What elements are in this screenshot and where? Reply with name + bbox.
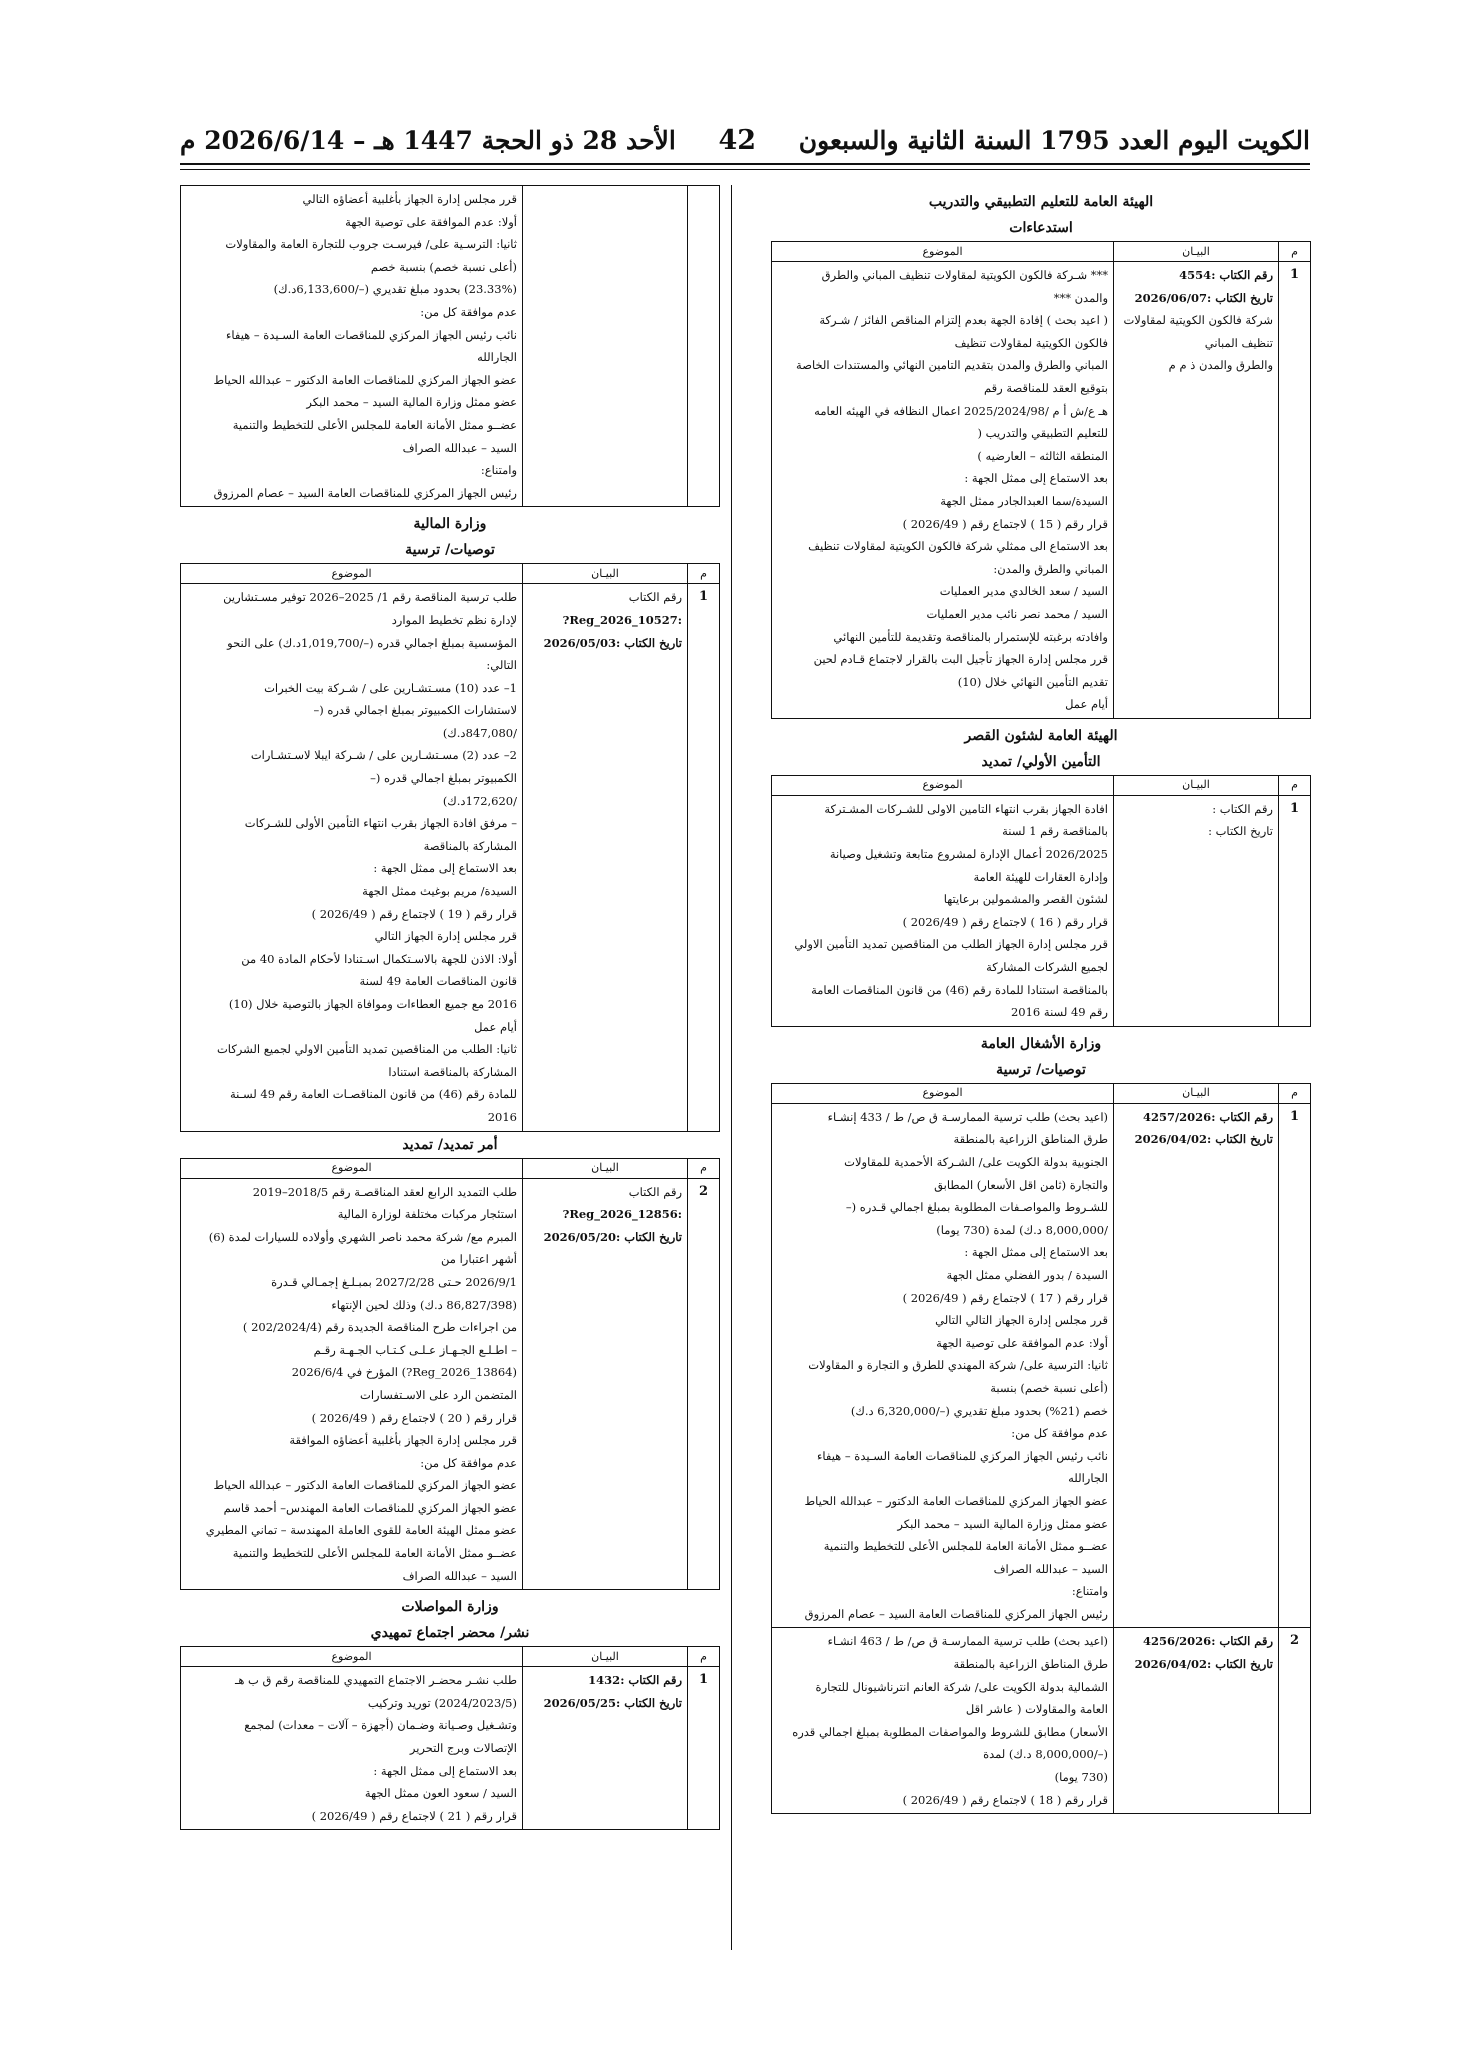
page-number: 42: [718, 124, 757, 156]
bayan-line: تاريخ الكتاب :2026/05/25: [543, 1695, 682, 1710]
subject-line: أولا: عدم الموافقة على توصية الجهة: [345, 214, 517, 229]
subject-line: رئيس الجهاز المركزي للمناقصات العامة السيد – عصام المرزوق: [804, 1606, 1108, 1621]
section-agency: وزارة الأشغال العامة: [980, 1035, 1102, 1052]
subject-line: عضو ممثل وزارة المالية السيد – محمد البكر: [306, 395, 517, 410]
subject-line: عضو ممثل وزارة المالية السيد – محمد البكر: [897, 1516, 1108, 1531]
subject-line: /8,000,000 د.ك) لمدة (730 يوما): [936, 1222, 1108, 1237]
subject-line: قرار رقم ( 15 ) لاجتماع رقم ( 2026/49 ): [902, 516, 1108, 531]
col-header-mawdu: الموضوع: [181, 564, 523, 584]
subject-line: للتعليم التطبيقي والتدريب (: [977, 426, 1108, 441]
col-header-mawdu: الموضوع: [181, 1647, 523, 1667]
subject-line: خصم (21%) بحدود مبلغ تقديري (–/6,320,000 د.ك): [850, 1403, 1108, 1418]
bayan-line: تاريخ الكتاب :2026/05/20: [543, 1229, 682, 1244]
section-agency: وزارة المالية: [413, 516, 487, 533]
cell-mawdu: [181, 186, 523, 507]
subject-line: الأسعار) مطابق للشروط والمواصفات المطلوبة بمبلغ اجمالي قدره: [792, 1724, 1108, 1739]
bayan-line: رقم الكتاب: [628, 1184, 682, 1199]
subject-line: قرر مجلس إدارة الجهاز بأغلبية أعضاؤه التالي: [302, 192, 517, 206]
cell-mawdu: [181, 1667, 523, 1830]
subject-line: المتضمن الرد على الاسـتفسارات: [360, 1387, 517, 1402]
cell-mawdu: [772, 1628, 1114, 1814]
decisions-table: [771, 775, 1311, 1027]
subject-line: وامتناع:: [480, 463, 517, 478]
subject-line: استئجار مركبات مختلفة لوزارة المالية: [337, 1207, 517, 1222]
subject-line: بتوقيع العقد للمناقصة رقم: [983, 380, 1108, 395]
subject-line: من اجراءات طرح المناقصة الجديدة رقم (202/2024/4 ): [242, 1320, 517, 1335]
bayan-line: تاريخ الكتاب :2026/05/03: [543, 635, 682, 650]
subject-line: رئيس الجهاز المركزي للمناقصات العامة السيد – عصام المرزوق: [213, 485, 517, 500]
bayan-line: شركة فالكون الكويتية لمقاولات: [1123, 313, 1273, 328]
subject-line: 2026/9/1 حـتى 2027/2/28 بمبـلـغ إجمـالي قـدرة: [271, 1274, 517, 1289]
cell-m: 1: [1279, 262, 1311, 719]
subject-line: قرر مجلس إدارة الجهاز التالي التالي: [935, 1313, 1108, 1328]
subject-line: الإتصالات وبرج التحرير: [409, 1741, 517, 1756]
cell-m: 1: [688, 584, 720, 1131]
subject-line: قرار رقم ( 18 ) لاجتماع رقم ( 2026/49 ): [902, 1792, 1108, 1807]
section-subhead: استدعاءات: [1009, 220, 1073, 236]
cell-bayan: [1114, 262, 1279, 719]
subject-line: قرر مجلس إدارة الجهاز بأغلبية أعضاؤه الموافقة: [289, 1433, 517, 1448]
subject-line: السيد – عبدالله الصراف: [402, 1568, 517, 1583]
section-subhead: توصيات/ ترسية: [996, 1061, 1086, 1078]
bayan-line: تاريخ الكتاب :2026/04/02: [1134, 1657, 1273, 1672]
subject-line: بعد الاستماع إلى ممثل الجهة :: [373, 861, 517, 876]
cell-bayan: [1114, 1103, 1279, 1628]
col-header-bayan: البيـان: [523, 1158, 688, 1178]
bayan-line: :Reg_2026_10527?: [562, 612, 682, 627]
subject-line: للمادة رقم (46) من قانون المناقصـات العامة رقم 49 لسـنة: [229, 1087, 517, 1102]
cell-bayan: [523, 1178, 688, 1590]
subject-line: (86,827/398 د.ك) وذلك لحين الإنتهاء: [331, 1297, 517, 1312]
col-header-bayan: البيـان: [1114, 1083, 1279, 1103]
table-header-row: [772, 1083, 1311, 1103]
subject-line: قرر مجلس إدارة الجهاز تأجيل البت بالقرار لاجتماع قـادم لحين: [813, 652, 1108, 667]
subject-line: طلب التمديد الرابع لعقد المناقصـة رقم 2018/5–2019: [252, 1184, 517, 1199]
header-rule: [180, 163, 1310, 165]
subject-line: فالكون الكويتية لمقاولات تنظيف: [954, 335, 1108, 350]
table-header-row: [772, 242, 1311, 262]
subject-line: السيدة/سما العبدالجادر ممثل الجهة: [940, 493, 1108, 508]
cell-m: 2: [688, 1178, 720, 1590]
subject-line: رقم 49 لسنة 2016: [1010, 1005, 1108, 1020]
subject-line: الجارالله: [1068, 1471, 1108, 1486]
subject-line: عدم موافقة كل من:: [420, 1455, 517, 1470]
subject-line: ثانيا: الطلب من المناقصين تمديد التأمين الاولي لجميع الشركات: [216, 1042, 517, 1057]
table-header-row: [181, 1158, 720, 1178]
subject-line: عضو الجهاز المركزي للمناقصات العامة الدكتور – عبدالله الحياط: [213, 372, 517, 387]
table-row: [772, 795, 1311, 1026]
subject-line: افادة الجهاز بقرب انتهاء التامين الاولى للشـركات المشـتركة: [824, 801, 1108, 816]
subject-line: (اعيد بحث) طلب ترسية الممارسـة ق ص/ ط / 463 انشـاء: [827, 1634, 1108, 1649]
subject-line: 1– عدد (10) مسـتشـارين على / شـركة بيت الخبرات: [264, 680, 517, 695]
table-row: [772, 1103, 1311, 1628]
subject-line: أشهر اعتبارا من: [441, 1252, 517, 1267]
col-header-m: م: [1279, 1083, 1311, 1103]
cell-bayan: [523, 584, 688, 1131]
subject-line: العامة والمقاولات ( عاشر اقل: [965, 1702, 1108, 1717]
table-row: [772, 1628, 1311, 1814]
subject-line: تقديم التأمين النهائي خلال (10): [957, 674, 1108, 689]
subject-line: طرق المناطق الزراعية بالمنطقة: [953, 1657, 1108, 1672]
subject-line: بعد الاستماع إلى ممثل الجهة :: [964, 1245, 1108, 1260]
cell-m: [688, 186, 720, 507]
table-row: [181, 584, 720, 1131]
bayan-line: رقم الكتاب :4554: [1179, 268, 1273, 282]
subject-line: (أعلى نسبة خصم) بنسبة: [990, 1380, 1108, 1395]
col-header-m: م: [688, 1158, 720, 1178]
subject-line: عضــو ممثل الأمانة العامة للمجلس الأعلى للتخطيط والتنمية: [823, 1539, 1108, 1554]
subject-line: الكمبيوتر بمبلغ اجمالي قدره (–: [370, 771, 517, 786]
subject-line: والتجارة (ثامن اقل الأسعار) المطابق: [934, 1177, 1108, 1192]
subject-line: عضو الجهاز المركزي للمناقصات العامة الدكتور – عبدالله الحياط: [804, 1493, 1108, 1508]
subject-line: بالمناقصة رقم 1 لسنة: [1002, 824, 1108, 839]
col-header-mawdu: الموضوع: [772, 1083, 1114, 1103]
subject-line: نائب رئيس الجهاز المركزي للمناقصات العامة السـيدة – هيفاء: [225, 327, 517, 342]
col-header-bayan: البيـان: [523, 564, 688, 584]
col-header-mawdu: الموضوع: [772, 775, 1114, 795]
bayan-line: تاريخ الكتاب :2026/06/07: [1134, 290, 1273, 305]
subject-line: عضو الجهاز المركزي للمناقصات العامة المهندس– أحمد قاسم: [223, 1500, 517, 1515]
decisions-table: [180, 1646, 720, 1830]
subject-line: السيدة / بدور الفضلي ممثل الجهة: [946, 1267, 1108, 1282]
subject-line: قانون المناقصات العامة 49 لسنة: [359, 974, 517, 989]
subject-line: والمدن ***: [1053, 290, 1108, 305]
subject-line: وامتناع:: [1071, 1584, 1108, 1599]
section-subhead: توصيات/ ترسية: [405, 542, 495, 559]
decisions-table: [180, 563, 720, 1131]
cell-bayan: [523, 1667, 688, 1830]
bayan-line: تاريخ الكتاب :: [1208, 824, 1273, 839]
col-header-m: م: [688, 564, 720, 584]
subject-line: عدم موافقة كل من:: [1011, 1426, 1108, 1441]
subject-line: عضو ممثل الهيئة العامة للقوى العاملة المهندسة – تماني المطيري: [205, 1523, 517, 1538]
cell-mawdu: [772, 1103, 1114, 1628]
subject-line: 2016 مع جميع العطاءات وموافاة الجهاز بالتوصية خلال (10): [228, 997, 517, 1011]
cell-m: 1: [1279, 1103, 1311, 1628]
subject-line: السيد – عبدالله الصراف: [993, 1561, 1108, 1576]
subject-line: السيد / محمد نصر نائب مدير العمليات: [926, 606, 1108, 621]
subject-line: طلب ترسية المناقصة رقم 1/ 2025–2026 توفير مسـتشارين: [223, 590, 517, 605]
table-row: [181, 186, 720, 507]
subject-line: وتشـغيل وصـيانة وضـمان (أجهزة – آلات – معدات) لمجمع: [244, 1718, 517, 1733]
cell-bayan: [1114, 1628, 1279, 1814]
subject-line: لشئون القصر والمشمولين برعايتها: [943, 892, 1108, 907]
subject-line: أولا: الاذن للجهة بالاسـتكمال اسـتنادا لأحكام المادة 40 من: [241, 951, 517, 966]
subject-line: بعد الاستماع إلى ممثل الجهة :: [964, 471, 1108, 486]
bayan-line: رقم الكتاب: [628, 590, 682, 605]
subject-line: *** شـركة فالكون الكويتية لمقاولات تنظيف المباني والطرق: [821, 268, 1108, 282]
header-rule-thin: [180, 169, 1310, 170]
decisions-table-continued: [180, 185, 720, 507]
subject-line: الجارالله: [477, 350, 517, 365]
subject-line: ثانيا: الترسـية على/ فيرسـت جروب للتجارة العامة والمقاولات: [225, 237, 517, 252]
subject-line: لجميع الشركات المشاركة: [986, 960, 1108, 975]
bayan-line: رقم الكتاب :: [1212, 801, 1273, 816]
subject-line: طلب نشـر محضـر الاجتماع التمهيدي للمناقصة رقم ق ب هـ: [234, 1673, 517, 1688]
subject-line: المشاركة بالمناقصة: [423, 838, 517, 853]
bayan-line: تنظيف المباني: [1204, 335, 1273, 350]
subject-line: (Reg_2026_13864?) المؤرخ في 2026/6/4: [291, 1365, 517, 1380]
subject-line: عضو الجهاز المركزي للمناقصات العامة الدكتور – عبدالله الحياط: [213, 1478, 517, 1493]
bayan-line: رقم الكتاب :4257/2026: [1142, 1109, 1273, 1124]
subject-line: (أعلى نسبة خصم) بنسبة خصم: [370, 259, 517, 274]
section-subhead: نشر/ محضر اجتماع تمهيدي: [370, 1625, 530, 1642]
subject-line: السيدة/ مريم بوغيث ممثل الجهة: [362, 884, 517, 899]
cell-m: 1: [688, 1667, 720, 1830]
col-header-m: م: [1279, 775, 1311, 795]
header-date: الأحد 28 ذو الحجة 1447 هـ – 2026/6/14 م: [180, 125, 676, 155]
bayan-line: والطرق والمدن ذ م م: [1168, 358, 1273, 373]
decisions-table: [180, 1158, 720, 1591]
cell-bayan: [523, 186, 688, 507]
column-divider: [731, 185, 732, 1950]
cell-mawdu: [772, 795, 1114, 1026]
subject-line: الجنوبية بدولة الكويت على/ الشـركة الأحمدية للمقاولات: [844, 1155, 1108, 1169]
section-agency: الهيئة العامة لشئون القصر: [964, 727, 1118, 744]
right-column: [771, 185, 1311, 1814]
cell-mawdu: [772, 262, 1114, 719]
subject-line: قرر مجلس إدارة الجهاز التالي: [374, 929, 517, 944]
subject-line: قرر مجلس إدارة الجهاز الطلب من المناقصين تمديد التأمين الاولي: [794, 937, 1108, 952]
subject-line: عضــو ممثل الأمانة العامة للمجلس الأعلى للتخطيط والتنمية: [232, 417, 517, 432]
subject-line: 2016: [487, 1109, 517, 1124]
subject-line: ثانيا: الترسية على/ شركة المهندي للطرق و التجارة و المقاولات: [808, 1358, 1108, 1373]
subject-line: قرار رقم ( 21 ) لاجتماع رقم ( 2026/49 ): [311, 1808, 517, 1823]
decisions-table: [771, 1083, 1311, 1814]
subject-line: قرار رقم ( 17 ) لاجتماع رقم ( 2026/49 ): [902, 1290, 1108, 1305]
col-header-m: م: [688, 1647, 720, 1667]
subject-line: (2024/2023/5) توريد وتركيب: [367, 1695, 517, 1710]
table-header-row: [181, 1647, 720, 1667]
bayan-line: رقم الكتاب :1432: [588, 1673, 682, 1688]
subject-line: أولا: عدم الموافقة على توصية الجهة: [936, 1335, 1108, 1350]
subject-line: بالمناقصة استنادا للمادة رقم (46) من قانون المناقصات العامة: [811, 982, 1108, 997]
subject-line: المؤسسية بمبلغ اجمالي قدره (–/1,019,700د.ك) على النحو: [227, 635, 517, 650]
subject-line: عضــو ممثل الأمانة العامة للمجلس الأعلى للتخطيط والتنمية: [232, 1546, 517, 1561]
table-header-row: [772, 775, 1311, 795]
subject-line: بعد الاستماع الى ممثلي شركة فالكون الكويتية لمقاولات تنظيف: [808, 539, 1108, 554]
subject-line: السيد – عبدالله الصراف: [402, 440, 517, 455]
table-row: [181, 1667, 720, 1830]
section-subhead: أمر تمديد/ تمديد: [402, 1136, 498, 1153]
subject-line: طرق المناطق الزراعية بالمنطقة: [953, 1132, 1108, 1147]
subject-line: المشاركة بالمناقصة استنادا: [388, 1064, 517, 1079]
left-column: [180, 185, 720, 1830]
cell-mawdu: [181, 584, 523, 1131]
subject-line: (730 يوما): [1054, 1770, 1108, 1785]
cell-m: 1: [1279, 795, 1311, 1026]
subject-line: بعد الاستماع إلى ممثل الجهة :: [373, 1763, 517, 1778]
bayan-line: رقم الكتاب :4256/2026: [1142, 1634, 1273, 1649]
bayan-line: تاريخ الكتاب :2026/04/02: [1134, 1132, 1273, 1147]
col-header-bayan: البيـان: [523, 1647, 688, 1667]
table-row: [181, 1178, 720, 1590]
subject-line: للشـروط والمواصـفات المطلوبة بمبلغ اجمالي قـدره (–: [845, 1200, 1108, 1215]
col-header-mawdu: الموضوع: [772, 242, 1114, 262]
subject-line: الشمالية بدولة الكويت على/ شركة العانم انترناشيونال للتجارة: [815, 1679, 1108, 1694]
subject-line: (اعيد بحث) طلب ترسية الممارسـة ق ص/ ط / 433 إنشـاء: [827, 1109, 1108, 1124]
subject-line: لاستشارات الكمبيوتر بمبلغ اجمالي قدره (–: [313, 703, 517, 718]
subject-line: (–/8,000,000 د.ك) لمدة: [983, 1747, 1108, 1762]
subject-line: لإدارة نظم تخطيط الموارد: [391, 612, 517, 627]
cell-bayan: [1114, 795, 1279, 1026]
decisions-table: [771, 241, 1311, 719]
subject-line: 2– عدد (2) مسـتشـارين على / شـركة ايبلا لاسـتشـارات: [250, 748, 517, 763]
subject-line: /172,620د.ك): [442, 793, 517, 808]
section-subhead: التأمين الأولي/ تمديد: [981, 753, 1101, 770]
page-header: [180, 120, 1310, 160]
section-agency: الهيئة العامة للتعليم التطبيقي والتدريب: [928, 194, 1154, 210]
col-header-bayan: البيـان: [1114, 242, 1279, 262]
subject-line: قرار رقم ( 19 ) لاجتماع رقم ( 2026/49 ): [311, 906, 517, 921]
subject-line: السيد / سعد الخالدي مدير العمليات: [939, 584, 1108, 599]
section-agency: وزارة المواصلات: [401, 1599, 499, 1616]
subject-line: – اطـلـع الجـهـاز عـلـى كـتـاب الجـهـة رقـم: [313, 1342, 517, 1357]
col-header-bayan: البيـان: [1114, 775, 1279, 795]
subject-line: وإدارة العقارات للهيئة العامة: [973, 869, 1108, 884]
subject-line: المبرم مع/ شركة محمد ناصر الشهري وأولاده للسيارات لمدة (6): [208, 1229, 517, 1244]
subject-line: المباني والطرق والمدن بتقديم التامين النهائي والمستندات الخاصة: [796, 358, 1108, 373]
subject-line: أيام عمل: [1065, 697, 1108, 712]
col-header-mawdu: الموضوع: [181, 1158, 523, 1178]
cell-mawdu: [181, 1178, 523, 1590]
subject-line: (23.33%) بحدود مبلغ تقديري (–/6,133,600د.ك): [273, 282, 517, 297]
subject-line: قرار رقم ( 20 ) لاجتماع رقم ( 2026/49 ): [311, 1410, 517, 1425]
subject-line: ( اعيد بحث ) إفادة الجهة بعدم إلتزام المناقص الفائز / شـركة: [819, 313, 1108, 328]
subject-line: 2026/2025 أعمال الإدارة لمشروع متابعة وتشغيل وصيانة: [829, 847, 1108, 862]
subject-line: السيد / سعود العون ممثل الجهة: [364, 1786, 517, 1801]
subject-line: هـ ع/ش أ م /2025/2024/98 اعمال النظافه في الهيئه العامه: [814, 403, 1108, 418]
subject-line: أيام عمل: [474, 1019, 517, 1034]
col-header-m: م: [1279, 242, 1311, 262]
subject-line: قرار رقم ( 16 ) لاجتماع رقم ( 2026/49 ): [902, 914, 1108, 929]
subject-line: – مرفق افادة الجهاز بقرب انتهاء التأمين الأولى للشـركات: [244, 816, 517, 831]
subject-line: نائب رئيس الجهاز المركزي للمناقصات العامة السـيدة – هيفاء: [816, 1448, 1108, 1463]
subject-line: وافادته برغبته للإستمرار بالمناقصة وتقديمة للتأمين النهائي: [833, 629, 1108, 644]
subject-line: التالي:: [486, 658, 517, 673]
table-header-row: [181, 564, 720, 584]
subject-line: المنطقه الثالثه – العارضيه ): [977, 448, 1108, 463]
cell-m: 2: [1279, 1628, 1311, 1814]
header-issue: الكويت اليوم العدد 1795 السنة الثانية والسبعون: [798, 125, 1310, 155]
table-row: [772, 262, 1311, 719]
subject-line: المباني والطرق والمدن:: [993, 561, 1108, 576]
subject-line: /847,080د.ك): [442, 725, 517, 740]
bayan-line: :Reg_2026_12856?: [562, 1207, 682, 1222]
subject-line: عدم موافقة كل من:: [420, 304, 517, 319]
